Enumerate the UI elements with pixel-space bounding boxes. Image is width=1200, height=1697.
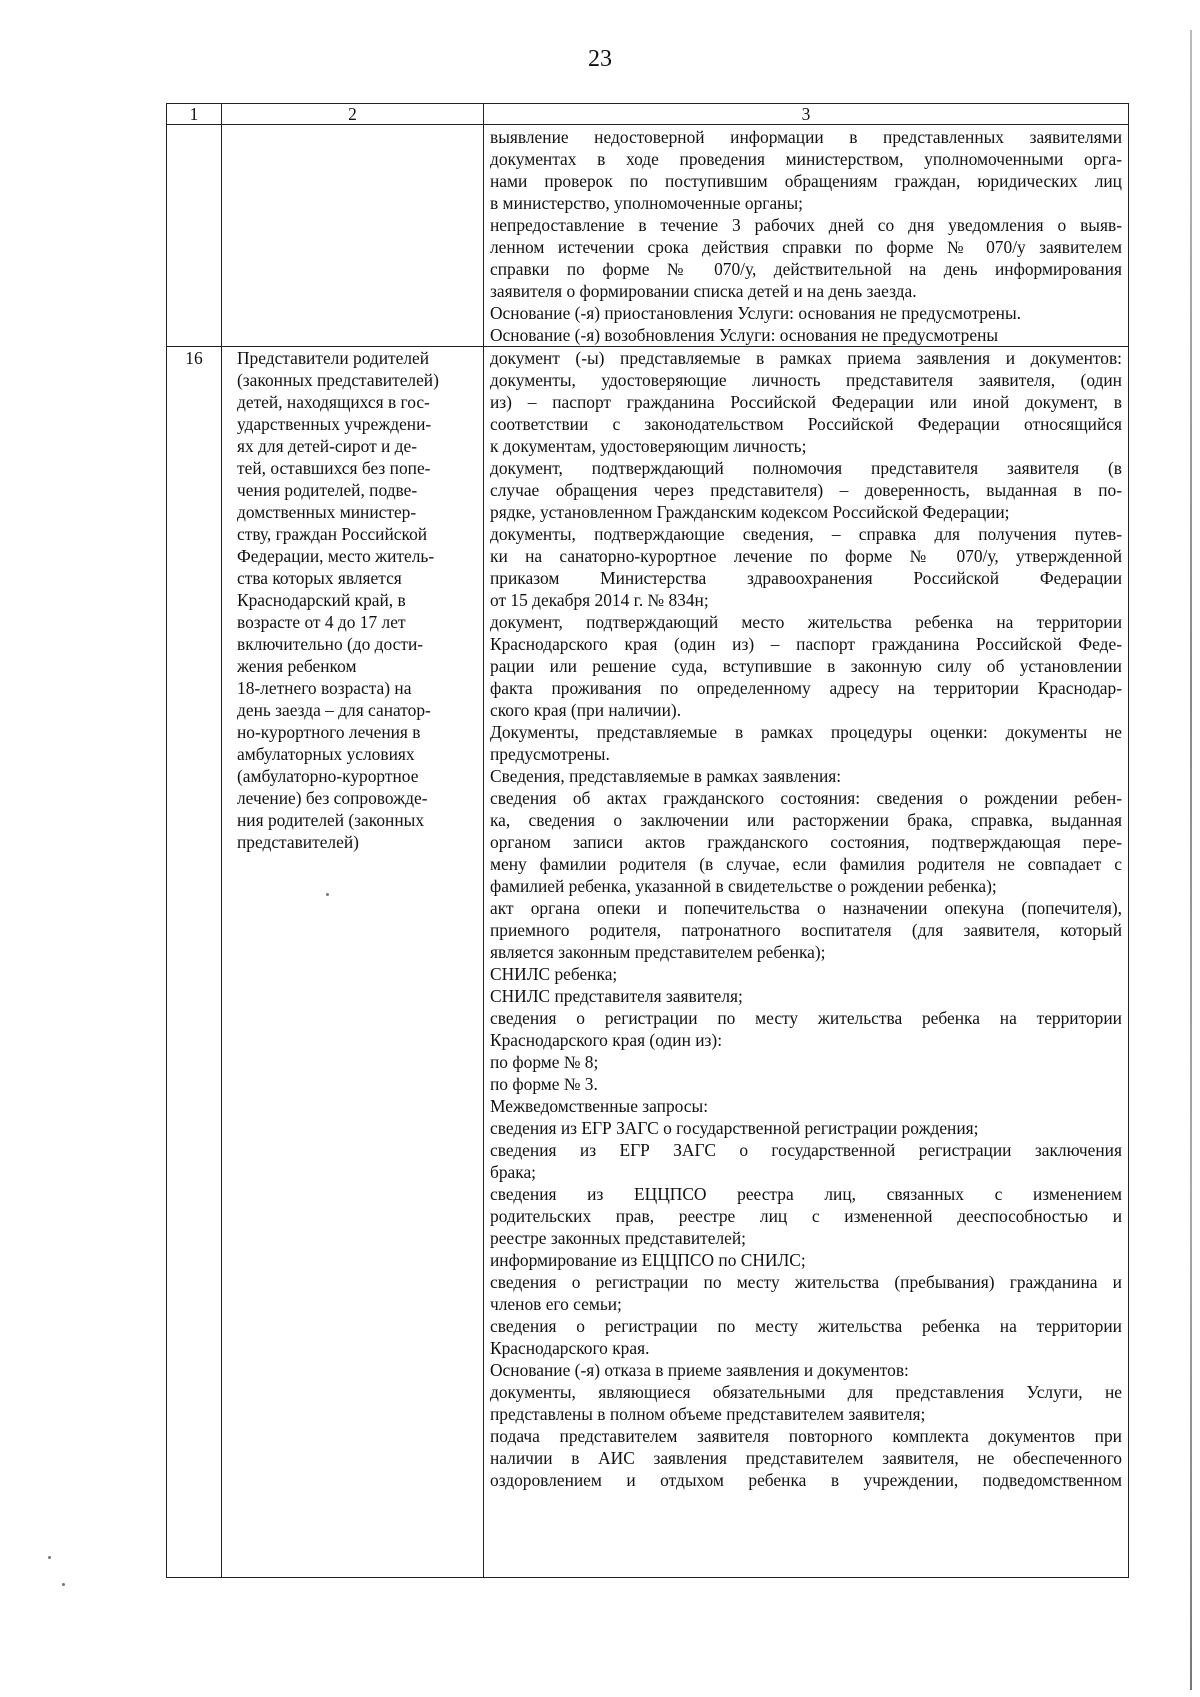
text-line: документы, являющиеся обязательными для представления Услуги, не [490,1382,1122,1402]
text-line: документы, подтверждающие сведения, – справка для получения путев- [490,524,1122,544]
services-table [166,103,1129,1578]
recipient-category-text [237,347,477,853]
text-line: 18-летнего возраста) на [237,678,412,698]
page-number: 23 [588,46,612,72]
text-line: оздоровлением и отдыхом ребенка в учреждении, подведомственном [490,1470,1122,1490]
text-line: день заезда – для санатор- [237,700,431,720]
text-line: справки по форме № 070/у, действительной на день информирования [490,259,1122,279]
text-line: детей, находящихся в гос- [237,392,430,412]
table-header-row [167,104,1129,125]
text-line: Основание (-я) приостановления Услуги: основания не предусмотрены. [490,303,1022,323]
documents-text [490,347,1122,1491]
text-line: ударственных учреждени- [237,414,432,434]
text-line: Основание (-я) возобновления Услуги: основания не предусмотрены [490,325,999,345]
text-line: наличии в АИС заявления представителем заявителя, не обеспеченного [490,1448,1122,1468]
text-line: сведения из ЕГР ЗАГС о государственной регистрации заключения [490,1140,1122,1160]
text-line: из) – паспорт гражданина Российской Федерации или иной документ, в [490,392,1122,412]
text-line: по форме № 8; [490,1052,599,1072]
text-line: факта проживания по определенному адресу на территории Краснодар- [490,678,1122,698]
documents-cell [484,347,1129,1578]
text-line: представителей) [237,832,359,852]
scan-speck [48,1556,51,1559]
text-line: мену фамилии родителя (в случае, если фамилия родителя не совпадает с [490,854,1122,874]
text-line: акт органа опеки и попечительства о назначении опекуна (попечителя), [490,898,1122,918]
text-line: лечение) без сопровожде- [237,788,428,808]
recipient-category-cell [222,125,484,347]
text-line: в министерство, уполномоченные органы; [490,193,803,213]
row-number [167,125,222,347]
text-line: СНИЛС представителя заявителя; [490,986,743,1006]
text-line: Межведомственные запросы: [490,1096,709,1116]
text-line: сведения из ЕГР ЗАГС о государственной регистрации рождения; [490,1118,979,1138]
text-line: документы, удостоверяющие личность представителя заявителя, (один [490,370,1122,390]
text-line: органом записи актов гражданского состояния, подтверждающая пере- [490,832,1122,852]
text-line: подача представителем заявителя повторного комплекта документов при [490,1426,1122,1446]
text-line: чения родителей, подве- [237,480,418,500]
header-col-3: 3 [484,104,1129,125]
text-line: нами проверок по поступившим обращениям граждан, юридических лиц [490,171,1122,191]
conditions-text [490,126,1122,346]
text-line: включительно (до дости- [237,634,424,654]
text-line: заявителя о формировании списка детей и на день заезда. [490,281,917,301]
text-line: документ, подтверждающий полномочия представителя заявителя (в [490,458,1122,478]
text-line: СНИЛС ребенка; [490,964,618,984]
text-line: ях для детей-сирот и де- [237,436,418,456]
text-line: Краснодарского края (один из) – паспорт гражданина Российской Феде- [490,634,1122,654]
text-line: родительских прав, реестре лиц с измененной дееспособностью и [490,1206,1122,1226]
text-line: сведения о регистрации по месту жительства (пребывания) гражданина и [490,1272,1122,1292]
table-row-16 [167,347,1129,1578]
text-line: сведения о регистрации по месту жительства ребенка на территории [490,1008,1122,1028]
text-line: сведения о регистрации по месту жительства ребенка на территории [490,1316,1122,1336]
text-line: информирование из ЕЦЦПСО по СНИЛС; [490,1250,806,1270]
text-line: непредоставление в течение 3 рабочих дней со дня уведомления о выяв- [490,215,1122,235]
text-line: соответствии с законодательством Российской Федерации относящийся [490,414,1122,434]
header-col-2: 2 [222,104,484,125]
scan-edge-line [1190,30,1192,1690]
text-line: Представители родителей [237,348,430,368]
text-line: ния родителей (законных [237,810,425,830]
text-line: ству, граждан Российской [237,524,428,544]
text-line: к документам, удостоверяющим личность; [490,436,807,456]
text-line: документ (-ы) представляемые в рамках приема заявления и документов: [490,348,1122,368]
text-line: приказом Министерства здравоохранения Российской Федерации [490,568,1122,588]
text-line: ка, сведения о заключении или расторжении брака, справка, выданная [490,810,1122,830]
text-line: выявление недостоверной информации в представленных заявителями [490,127,1122,147]
text-line: Федерации, место житель- [237,546,435,566]
text-line: Краснодарский край, в [237,590,406,610]
text-line: жения ребенком [237,656,357,676]
text-line: представлены в полном объеме представителем заявителя; [490,1404,926,1424]
text-line: ского края (при наличии). [490,700,682,720]
text-line: возрасте от 4 до 17 лет [237,612,406,632]
text-line: (законных представителей) [237,370,439,390]
text-line: Сведения, представляемые в рамках заявления: [490,766,842,786]
row-number: 16 [167,347,222,1578]
text-line: тей, оставшихся без попе- [237,458,431,478]
scan-speck [62,1583,65,1586]
text-line: ства которых является [237,568,402,588]
text-line: по форме № 3. [490,1074,598,1094]
text-line: домственных министер- [237,502,417,522]
text-line: амбулаторных условиях [237,744,415,764]
text-line: от 15 декабря 2014 г. № 834н; [490,590,709,610]
text-line: рации или решение суда, вступившие в законную силу об установлении [490,656,1122,676]
text-line: фамилией ребенка, указанной в свидетельстве о рождении ребенка); [490,876,997,896]
text-line: рядке, установленном Гражданским кодексом Российской Федерации; [490,502,1010,522]
header-col-1: 1 [167,104,222,125]
text-line: сведения из ЕЦЦПСО реестра лиц, связанных с изменением [490,1184,1122,1204]
text-line: Краснодарского края. [490,1338,650,1358]
text-line: реестре законных представителей; [490,1228,747,1248]
text-line: случае обращения через представителя) – доверенность, выданная в по- [490,480,1122,500]
text-line: членов его семьи; [490,1294,622,1314]
text-line: ленном истечении срока действия справки по форме № 070/у заявителем [490,237,1122,257]
text-line: сведения об актах гражданского состояния: сведения о рождении ребен- [490,788,1122,808]
text-line: документах в ходе проведения министерством, уполномоченными орга- [490,149,1122,169]
text-line: Документы, представляемые в рамках процедуры оценки: документы не [490,722,1122,742]
text-line: ки на санаторно-курортное лечение по форме № 070/у, утвержденной [490,546,1122,566]
text-line: приемного родителя, патронатного воспитателя (для заявителя, который [490,920,1122,940]
text-line: брака; [490,1162,536,1182]
recipient-category-cell [222,347,484,1578]
text-line: Краснодарского края (один из): [490,1030,723,1050]
text-line: но-курортного лечения в [237,722,421,742]
text-line: является законным представителем ребенка); [490,942,826,962]
text-line: документ, подтверждающий место жительства ребенка на территории [490,612,1122,632]
text-line: Основание (-я) отказа в приеме заявления и документов: [490,1360,909,1380]
conditions-cell [484,125,1129,347]
text-line: (амбулаторно-курортное [237,766,419,786]
table-row-continuation [167,125,1129,347]
text-line: предусмотрены. [490,744,610,764]
